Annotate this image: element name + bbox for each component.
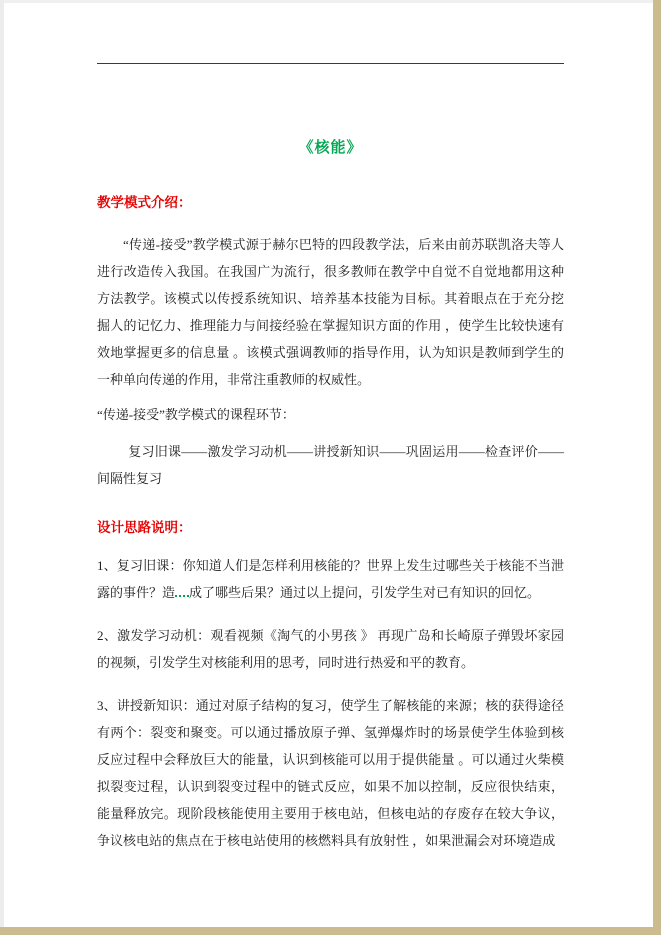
design-item-3: 3、讲授新知识：通过对原子结构的复习，使学生了解核能的来源；核的获得途径有两个：裂变和聚变。可以通过播放原子弹、氢弹爆炸时的场景使学生体验到核反应过程中会释放巨大的能量，认识到核能可以用于提供能量 。可以通过火柴模拟裂变过程，认识到裂变过程中的链式反应，如果不加以控制，反应很快结束，能量释放完。现阶段核能使用主要用于核电站，但核电站的存废存在较大争议，争议核电站的焦点在于核电站使用的核燃料具有放射性 ，如果泄漏会对环境造成 [97, 698, 564, 848]
section-heading-intro: 教学模式介绍： [97, 195, 192, 210]
intro-paragraph: “传递-接受”教学模式源于赫尔巴特的四段教学法，后来由前苏联凯洛夫等人进行改造传入我国。在我国广为流行，很多教师在教学中自觉不自觉地都用这种方法教学。该模式以传授系统知识、培养基本技能为目标。其着眼点在于充分挖掘人的记忆力、推理能力与间接经验在掌握知识方面的作用 ，使学生比较快速有效地掌握更多的信息量 。该模式强调教师的指导作用，认为知识是教师到学生的一种单向传递的作用，非常注重教师的权威性。 [97, 237, 564, 387]
doc-title: 《核能》 [298, 140, 363, 156]
page-shadow-right [653, 0, 661, 935]
page-shadow-bottom [0, 927, 661, 935]
spellcheck-underline [175, 582, 189, 597]
section-heading-design: 设计思路说明： [97, 520, 192, 535]
header-rule [97, 63, 564, 64]
design-item-1-text-after: 成了哪些后果？通过以上提问，引发学生对已有知识的回忆。 [189, 585, 541, 600]
course-steps: 复习旧课――激发学习动机――讲授新知识――巩固运用――检查评价――间隔性复习 [97, 444, 564, 486]
design-item-1 [97, 552, 564, 606]
course-steps-label: “传递-接受”教学模式的课程环节： [97, 407, 295, 422]
design-item-1-text-before: 1、复习旧课：你知道人们是怎样利用核能的？世界上发生过哪些关于核能不当泄露的事件？造 [97, 558, 564, 600]
design-item-2: 2、激发学习动机：观看视频《淘气的小男孩 》 再现广岛和长崎原子弹毁坏家园的视频，引发学生对核能利用的思考，同时进行热爱和平的教育。 [97, 628, 564, 670]
document-page [4, 3, 653, 927]
